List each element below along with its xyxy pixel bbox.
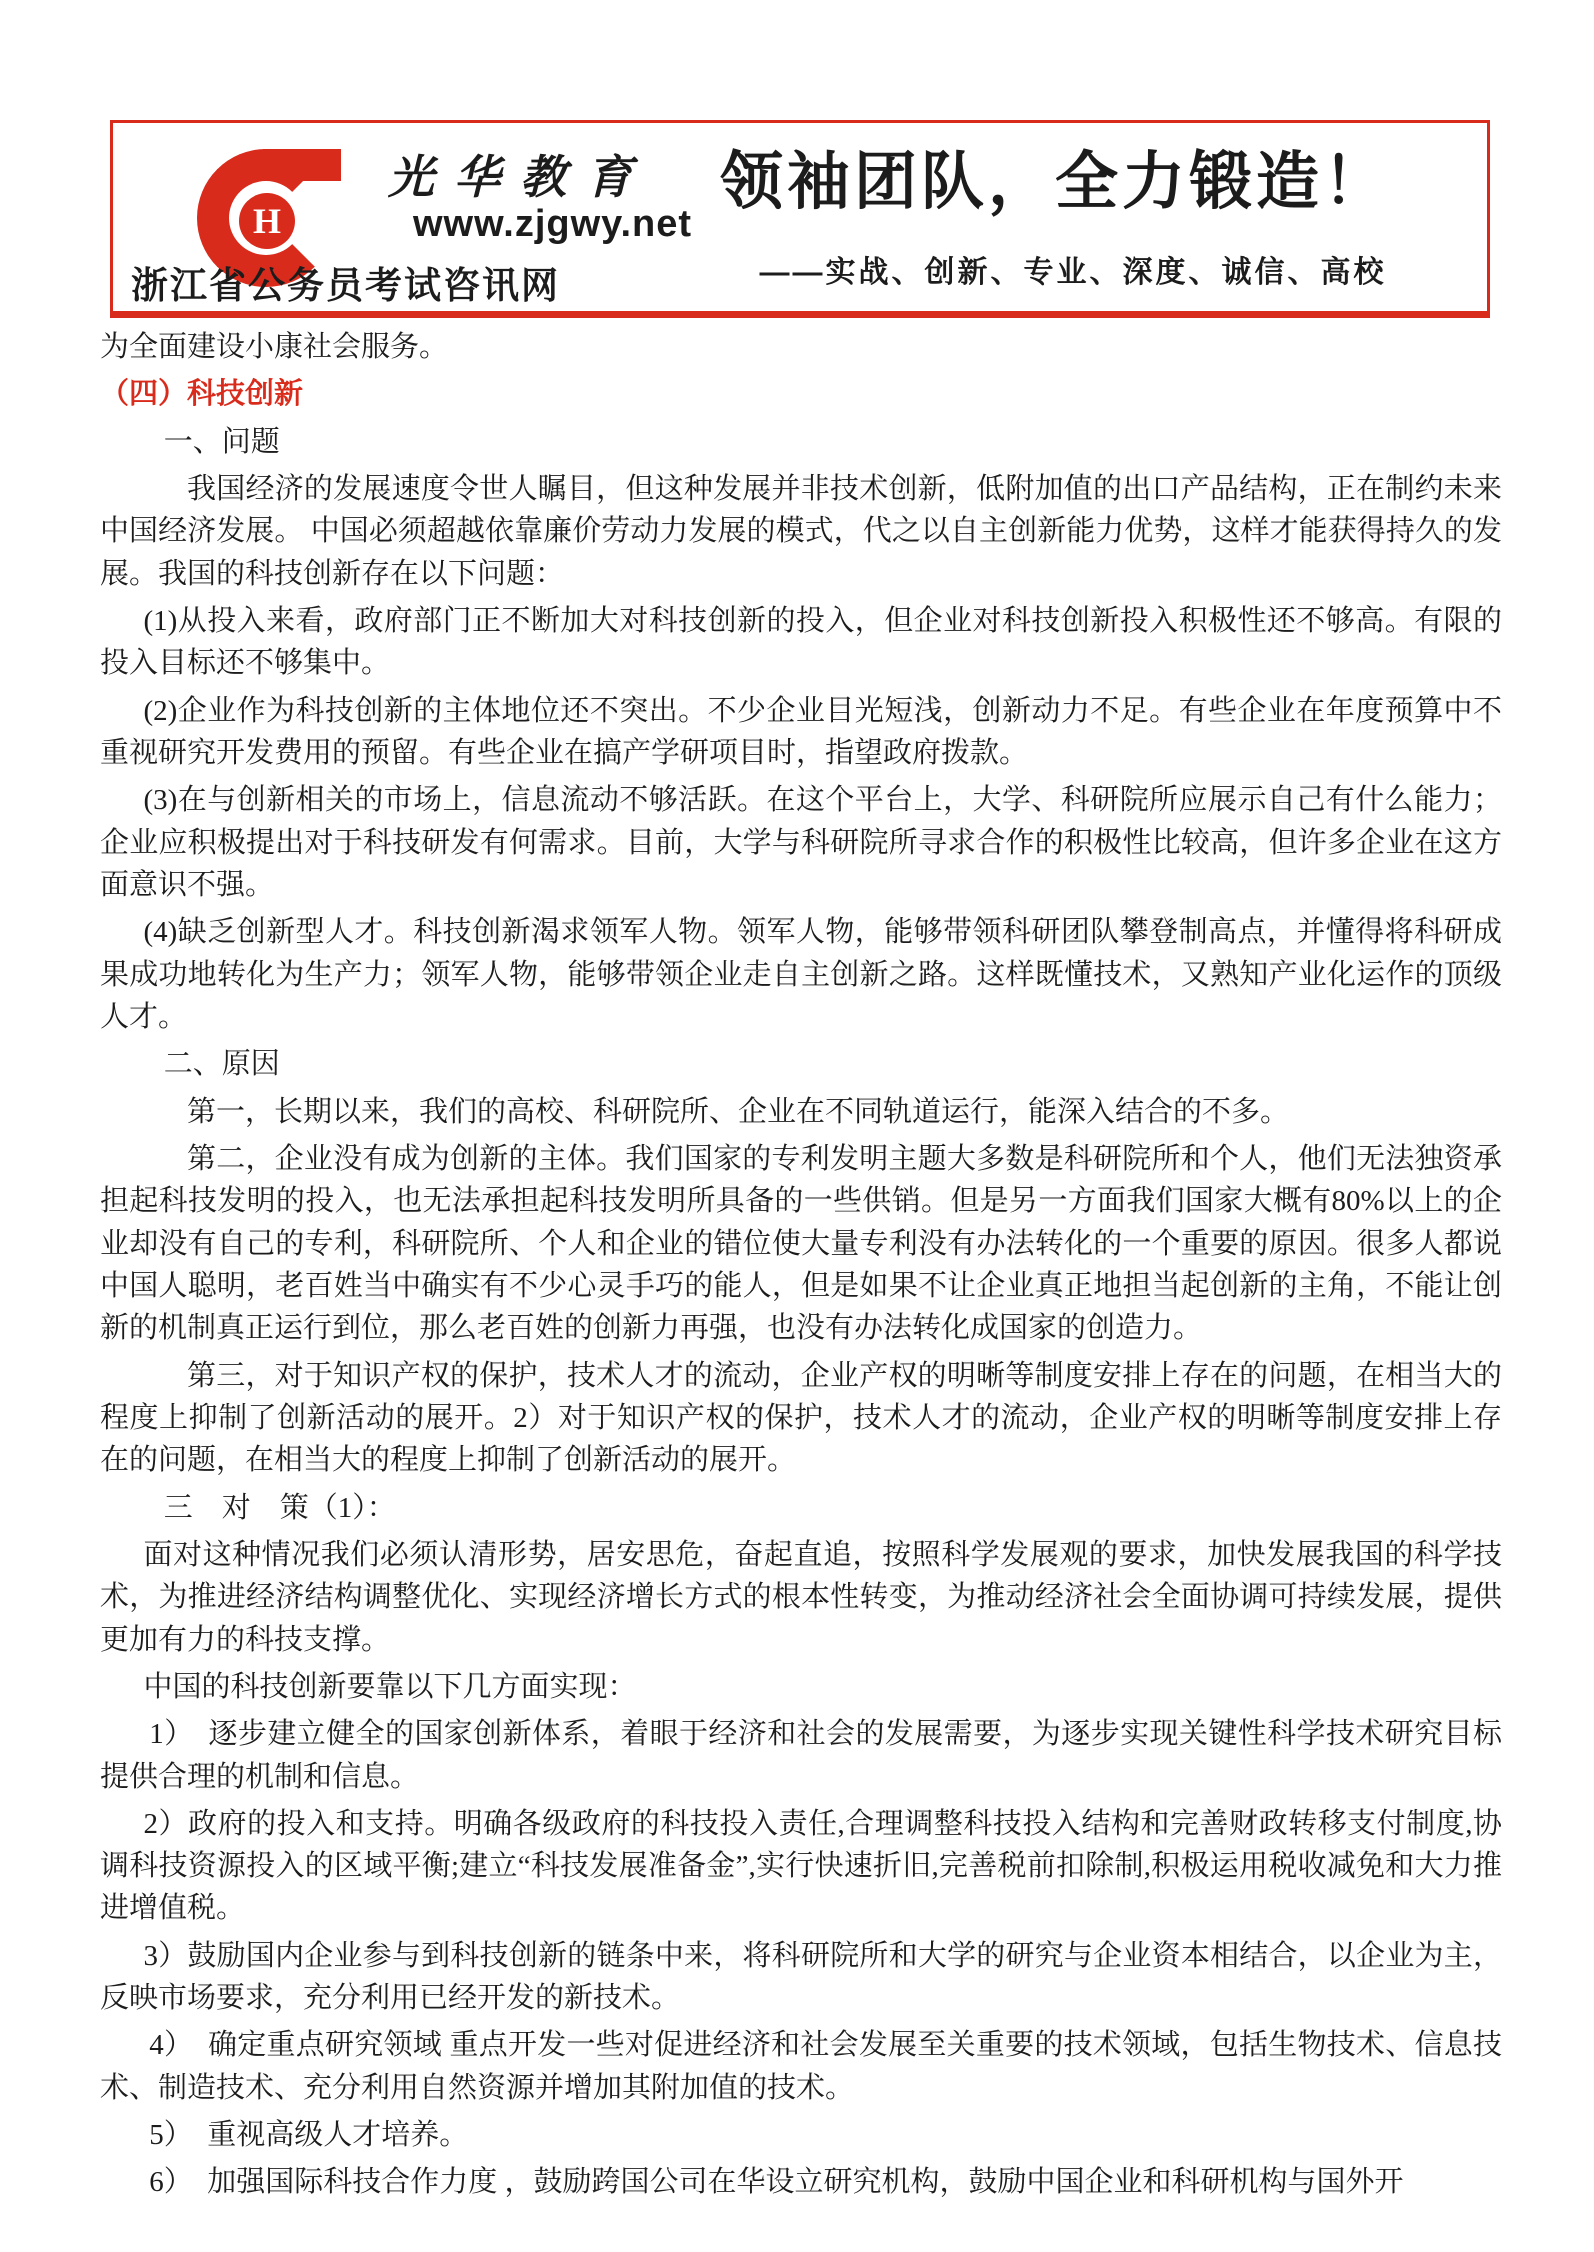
para-measure-2: 2）政府的投入和支持。明确各级政府的科技投入责任,合理调整科技投入结构和完善财政转移支付制度,协调科技资源投入的区域平衡;建立“科技发展准备金”,实行快速折旧,完善税前扣除制,积极运用税收减免和大力推进增值税。 [100,1807,1502,1925]
section-heading-tech-innovation: （四）科技创新 [100,378,304,411]
para-problem-1: (1)从投入来看，政府部门正不断加大对科技创新的投入，但企业对科技创新投入积极性还不够高。有限的投入目标还不够集中。 [100,604,1502,680]
site-name: 浙江省公务员考试咨讯网 [131,265,560,306]
para-implementation-lead: 中国的科技创新要靠以下几方面实现： [143,1670,637,1703]
slogan-sub: ——实战、创新、专业、深度、诚信、高校 [759,256,1387,289]
masthead [110,120,1490,318]
heading-problems: 一、问题 [163,425,280,458]
para-problem-3: (3)在与创新相关的市场上，信息流动不够活跃。在这个平台上，大学、科研院所应展示自己有什么能力；企业应积极提出对于科技研发有何需求。目前，大学与科研院所寻求合作的积极性比较高，但许多企业在这方面意识不强。 [100,784,1502,901]
para-countermeasure-intro: 面对这种情况我们必须认清形势，居安思危，奋起直追，按照科学发展观的要求，加快发展我国的科学技术，为推进经济结构调整优化、实现经济增长方式的根本性转变，为推动经济社会全面协调可持续发展，提供更加有力的科技支撑。 [100,1538,1502,1656]
para-measure-1: 1） 逐步建立健全的国家创新体系，着眼于经济和社会的发展需要，为逐步实现关键性科学技术研究目标提供合理的机制和信息。 [100,1718,1502,1793]
para-cause-2: 第二，企业没有成为创新的主体。我们国家的专利发明主题大多数是科研院所和个人，他们无法独资承担起科技发明的投入，也无法承担起科技发明所具备的一些供销。但是另一方面我们国家大概有80%以上的企业却没有自己的专利，科研院所、个人和企业的错位使大量专利没有办法转化的一个重要的原因。很多人都说中国人聪明，老百姓当中确实有不少心灵手巧的能人，但是如果不让企业真正地担当起创新的主角，不能让创新的机制真正运行到位，那么老百姓的创新力再强，也没有办法转化成国家的创造力。 [100,1142,1502,1345]
logo-h-monogram-icon: H [239,193,295,249]
para-measure-3: 3）鼓励国内企业参与到科技创新的链条中来，将科研院所和大学的研究与企业资本相结合，以企业为主，反映市场要求，充分利用已经开发的新技术。 [100,1939,1502,2015]
brand-website: www.zjgwy.net [413,203,693,245]
heading-causes: 二、原因 [163,1048,280,1081]
para-economy-overview: 我国经济的发展速度令世人瞩目，但这种发展并非技术创新，低附加值的出口产品结构，正在制约未来中国经济发展。 中国必须超越依靠廉价劳动力发展的模式，代之以自主创新能力优势，这样才能获得持久的发展。我国的科技创新存在以下问题： [100,472,1502,590]
document-body [100,326,1502,2209]
para-cause-3: 第三，对于知识产权的保护，技术人才的流动，企业产权的明晰等制度安排上存在的问题，在相当大的程度上抑制了创新活动的展开。2）对于知识产权的保护，技术人才的流动，企业产权的明晰等制度安排上存在的问题，在相当大的程度上抑制了创新活动的展开。 [100,1359,1502,1477]
para-cause-1: 第一，长期以来，我们的高校、科研院所、企业在不同轨道运行，能深入结合的不多。 [187,1095,1290,1128]
para-measure-6: 6） 加强国际科技合作力度 ，鼓励跨国公司在华设立研究机构，鼓励中国企业和科研机构与国外开 [149,2166,1404,2199]
para-intro-tail: 为全面建设小康社会服务。 [100,331,449,363]
para-measure-5: 5） 重视高级人才培养。 [149,2119,469,2152]
brand-name: 光华教育 [388,150,652,204]
heading-countermeasures: 三 对 策（1）： [163,1491,396,1524]
logo-top-bar-icon [263,149,341,181]
para-problem-4: (4)缺乏创新型人才。科技创新渴求领军人物。领军人物，能够带领科研团队攀登制高点，并懂得将科研成果成功地转化为生产力；领军人物，能够带领企业走自主创新之路。这样既懂技术，又熟知产业化运作的顶级人才。 [100,916,1502,1033]
slogan-main: 领袖团队，全力锻造！ [720,147,1390,217]
para-measure-4: 4） 确定重点研究领域 重点开发一些对促进经济和社会发展至关重要的技术领域，包括生物技术、信息技术、制造技术、充分利用自然资源并增加其附加值的技术。 [100,2029,1502,2104]
para-problem-2: (2)企业作为科技创新的主体地位还不突出。不少企业目光短浅，创新动力不足。有些企业在年度预算中不重视研究开发费用的预留。有些企业在搞产学研项目时，指望政府拨款。 [100,694,1502,769]
